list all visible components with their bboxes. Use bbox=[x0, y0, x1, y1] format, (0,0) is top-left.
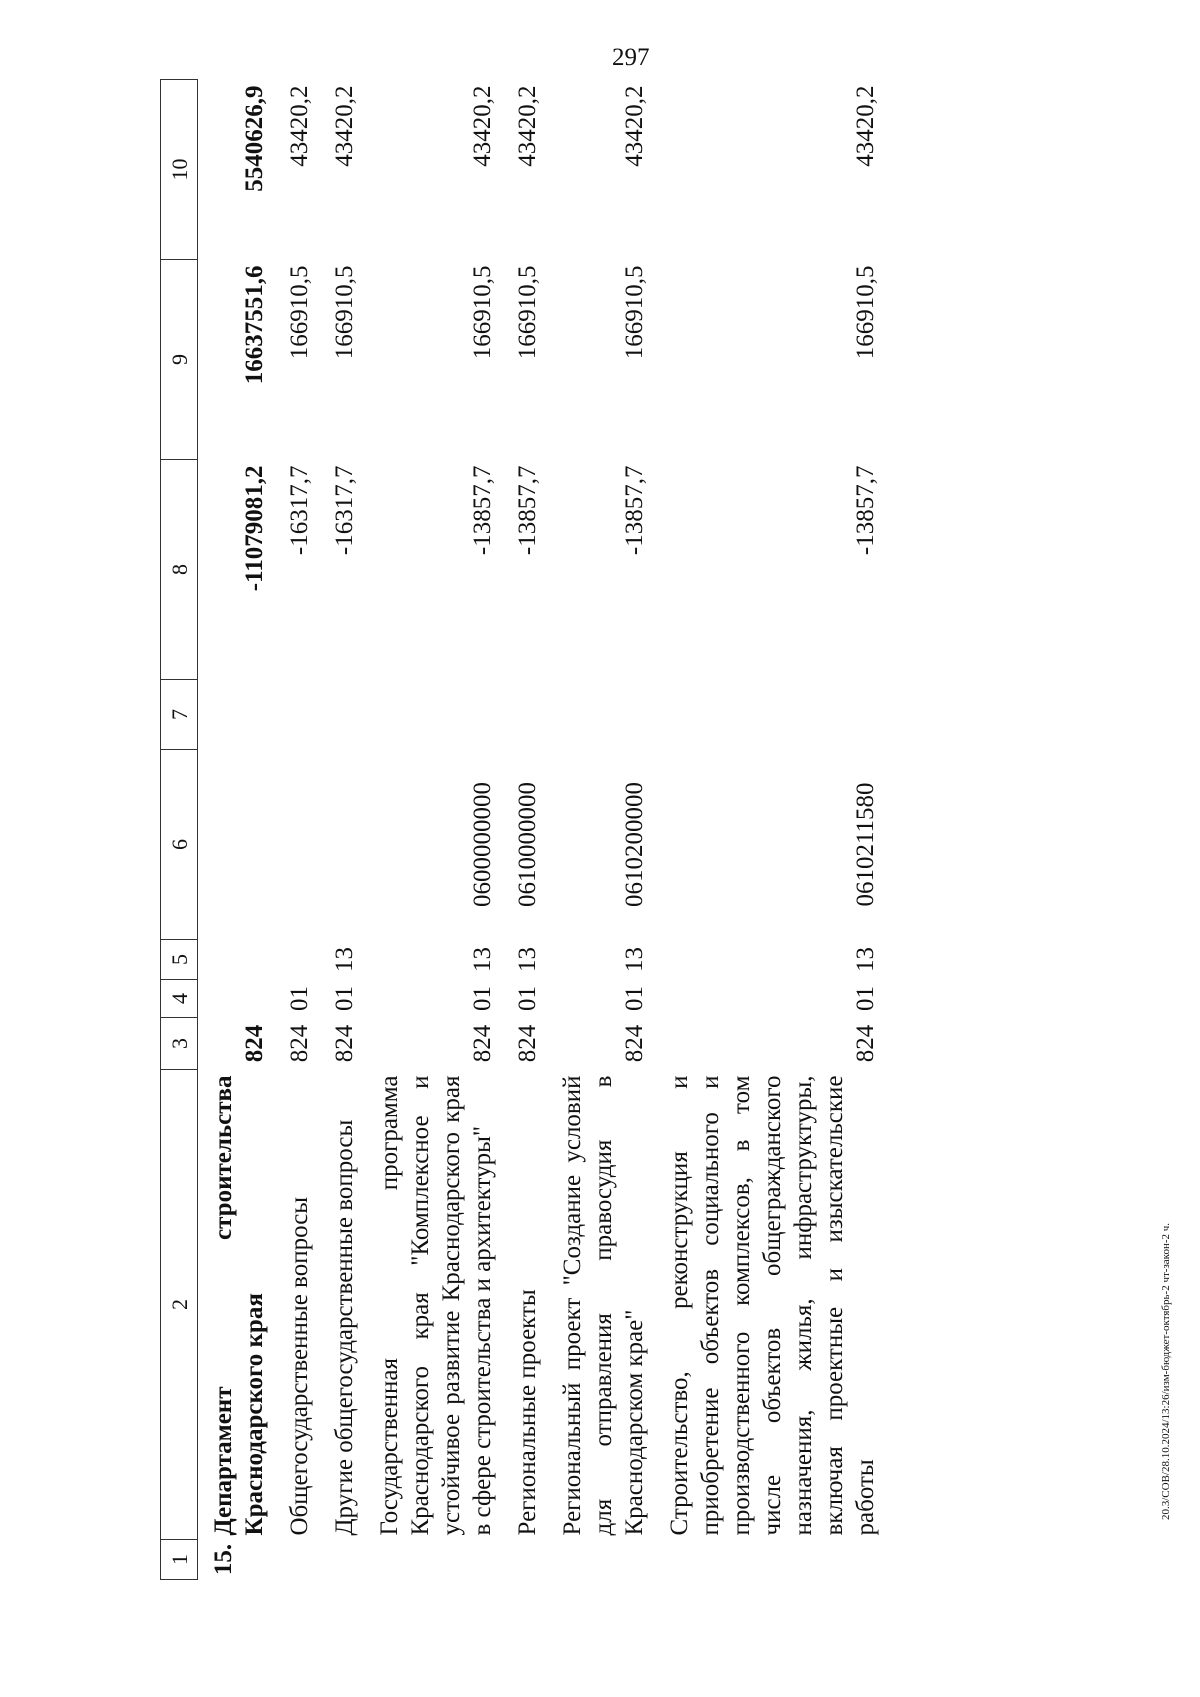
amount-col-8: -13857,7 bbox=[514, 465, 541, 556]
amount-col-9: 166910,5 bbox=[621, 265, 648, 360]
item-name: Департамент строительства Краснодарского края bbox=[210, 1075, 268, 1536]
item-name: Государственная программа Краснодарского края "Комплексное и устойчивое развитие Краснодарского края в сфере строительства и архитектуры" bbox=[376, 1075, 496, 1536]
target-article-code bbox=[198, 750, 275, 940]
c-num-index bbox=[319, 1540, 364, 1580]
amount-col-10: 43420,2 bbox=[331, 85, 358, 167]
amount-col-9: 166910,5 bbox=[331, 265, 358, 360]
amount-col-10: 43420,2 bbox=[514, 85, 541, 167]
page-number: 297 bbox=[612, 44, 650, 71]
amount-col-10: 5540626,9 bbox=[241, 85, 268, 192]
column-header-7: 7 bbox=[161, 680, 198, 750]
amount-col-9: 166910,5 bbox=[286, 265, 313, 360]
amount-col-8: -16317,7 bbox=[331, 465, 358, 556]
amount-col-8: -13857,7 bbox=[852, 465, 879, 556]
c-num-index bbox=[654, 1540, 885, 1580]
expense-type-code bbox=[274, 680, 319, 750]
target-article-code: 0610200000 bbox=[621, 782, 648, 907]
table-row bbox=[654, 80, 885, 1580]
table-row bbox=[502, 80, 547, 1580]
document-footer-code: 20.3/СОВ/28.10.2024/13:26/изм-бюджет-октябрь-2 чт-закон-2 ч. bbox=[1160, 1222, 1172, 1520]
ministry-code: 824 bbox=[469, 1024, 496, 1063]
column-header-1: 1 bbox=[161, 1540, 198, 1580]
c-num-index bbox=[502, 1540, 547, 1580]
subsection-code: 13 bbox=[331, 947, 358, 972]
ministry-code: 824 bbox=[852, 1024, 879, 1063]
amount-col-10: 43420,2 bbox=[852, 85, 879, 167]
column-number-header-row bbox=[161, 80, 198, 1580]
subsection-code: 13 bbox=[514, 947, 541, 972]
table-row bbox=[364, 80, 502, 1580]
column-header-6: 6 bbox=[161, 750, 198, 940]
column-header-2: 2 bbox=[161, 1070, 198, 1540]
target-article-code bbox=[319, 750, 364, 940]
column-header-3: 3 bbox=[161, 1018, 198, 1070]
item-name: Другие общегосударственные вопросы bbox=[331, 1119, 358, 1536]
ministry-code: 824 bbox=[331, 1024, 358, 1063]
amount-col-8: -16317,7 bbox=[286, 465, 313, 556]
target-article-code: 0610211580 bbox=[852, 782, 879, 907]
subsection-code: 13 bbox=[469, 947, 496, 972]
amount-col-9: 166910,5 bbox=[469, 265, 496, 360]
subsection-code bbox=[274, 940, 319, 980]
item-name: Региональные проекты bbox=[514, 1289, 541, 1536]
expense-type-code bbox=[198, 680, 275, 750]
budget-table bbox=[160, 79, 885, 1580]
amount-col-10: 43420,2 bbox=[286, 85, 313, 167]
item-name: Общегосударственные вопросы bbox=[286, 1196, 313, 1536]
expense-type-code bbox=[319, 680, 364, 750]
subsection-code: 13 bbox=[852, 947, 879, 972]
section-code bbox=[198, 980, 275, 1018]
section-code: 01 bbox=[621, 986, 648, 1011]
column-header-10: 10 bbox=[161, 80, 198, 260]
expense-type-code bbox=[502, 680, 547, 750]
column-header-4: 4 bbox=[161, 980, 198, 1018]
column-header-5: 5 bbox=[161, 940, 198, 980]
expense-type-code bbox=[654, 680, 885, 750]
ministry-code: 824 bbox=[286, 1024, 313, 1063]
amount-col-10: 43420,2 bbox=[469, 85, 496, 167]
target-article-code: 0610000000 bbox=[514, 782, 541, 907]
expense-type-code bbox=[547, 680, 654, 750]
subsection-code: 13 bbox=[621, 947, 648, 972]
subsection-code bbox=[198, 940, 275, 980]
table-row bbox=[274, 80, 319, 1580]
column-header-8: 8 bbox=[161, 460, 198, 680]
section-code: 01 bbox=[286, 986, 313, 1011]
item-name: Строительство, реконструкция и приобретение объектов социального и производственного комплексов, в том числе объектов общегражданского назначения, жилья, инфраструктуры, включая проектные и изыскательские работы bbox=[666, 1075, 879, 1536]
table-row bbox=[319, 80, 364, 1580]
section-code: 01 bbox=[514, 986, 541, 1011]
amount-col-10: 43420,2 bbox=[621, 85, 648, 167]
target-article-code: 0600000000 bbox=[469, 782, 496, 907]
c-num-index: 15. bbox=[210, 1543, 237, 1576]
amount-col-8: -13857,7 bbox=[469, 465, 496, 556]
c-num-index bbox=[364, 1540, 502, 1580]
amount-col-9: 166910,5 bbox=[852, 265, 879, 360]
target-article-code bbox=[274, 750, 319, 940]
amount-col-9: 16637551,6 bbox=[241, 265, 268, 385]
amount-col-9: 166910,5 bbox=[514, 265, 541, 360]
c-num-index bbox=[274, 1540, 319, 1580]
table-row bbox=[198, 80, 275, 1580]
ministry-code: 824 bbox=[621, 1024, 648, 1063]
c-num-index bbox=[547, 1540, 654, 1580]
item-name: Региональный проект "Создание условий для отправления правосудия в Краснодарском крае" bbox=[559, 1075, 648, 1536]
table-row bbox=[547, 80, 654, 1580]
ministry-code: 824 bbox=[241, 1024, 268, 1063]
section-code: 01 bbox=[852, 986, 879, 1011]
expense-type-code bbox=[364, 680, 502, 750]
ministry-code: 824 bbox=[514, 1024, 541, 1063]
column-header-9: 9 bbox=[161, 260, 198, 460]
rotated-table-container bbox=[160, 80, 1120, 1580]
amount-col-8: -11079081,2 bbox=[241, 465, 268, 592]
section-code: 01 bbox=[331, 986, 358, 1011]
section-code: 01 bbox=[469, 986, 496, 1011]
amount-col-8: -13857,7 bbox=[621, 465, 648, 556]
